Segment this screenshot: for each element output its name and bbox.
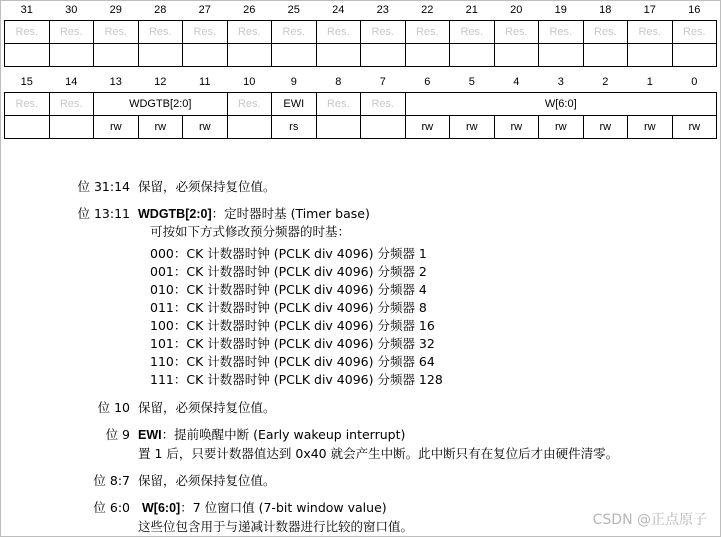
bit-number: 9 [290, 76, 297, 88]
wdgtb-field: WDGTB[2:0] [94, 93, 228, 116]
option-item: 111：CK 计数器时钟 (PCLK div 4096) 分频器 128 [150, 372, 443, 387]
access-cell [405, 44, 450, 67]
access-cell [450, 44, 495, 67]
access-cell: rw [539, 116, 584, 139]
reserved-field: Res. [227, 93, 272, 116]
reserved-field: Res. [316, 93, 361, 116]
reserved-field: Res. [227, 21, 272, 44]
bit-number: 11 [199, 76, 211, 88]
access-cell [361, 44, 406, 67]
bit-number: 26 [243, 4, 256, 16]
field-title: ：提前唤醒中断 (Early wakeup interrupt) [161, 427, 406, 442]
access-cell [316, 44, 361, 67]
access-cell [94, 44, 139, 67]
bit-number: 20 [510, 4, 523, 16]
bit-number: 22 [421, 4, 434, 16]
bit-number: 10 [243, 76, 256, 88]
access-cell: rw [672, 116, 717, 139]
reserved-field: Res. [539, 21, 584, 44]
bit-number: 16 [688, 4, 701, 16]
reserved-field: Res. [183, 21, 228, 44]
option-item: 001：CK 计数器时钟 (PCLK div 4096) 分频器 2 [150, 264, 427, 279]
option-item: 101：CK 计数器时钟 (PCLK div 4096) 分频器 32 [150, 336, 435, 351]
option-item: 110：CK 计数器时钟 (PCLK div 4096) 分频器 64 [150, 354, 435, 369]
bit-position: 位 8:7 [93, 473, 130, 488]
reserved-field: Res. [361, 21, 406, 44]
field-name: EWI [138, 428, 162, 442]
field-intro: 可按如下方式修改预分频器的时基： [150, 224, 351, 239]
access-cell: rw [138, 116, 183, 139]
bit-number: 5 [468, 76, 475, 88]
access-cell [539, 44, 584, 67]
bit-number: 23 [376, 4, 389, 16]
access-cell [494, 44, 539, 67]
bit-number: 18 [599, 4, 612, 16]
reserved-field: Res. [316, 21, 361, 44]
bit-number: 6 [424, 76, 431, 88]
bit-number: 15 [20, 76, 33, 88]
option-item: 010：CK 计数器时钟 (PCLK div 4096) 分频器 4 [150, 282, 427, 297]
access-cell [628, 44, 673, 67]
bit-number: 24 [332, 4, 345, 16]
access-cell [5, 44, 50, 67]
access-cell: rw [450, 116, 495, 139]
bit-number: 14 [65, 76, 78, 88]
access-cell: rw [494, 116, 539, 139]
bit-number: 31 [20, 4, 33, 16]
option-item: 000：CK 计数器时钟 (PCLK div 4096) 分频器 1 [150, 246, 427, 261]
bit-number: 17 [643, 4, 656, 16]
bit-number: 27 [198, 4, 211, 16]
access-cell [672, 44, 717, 67]
bit-number: 29 [109, 4, 122, 16]
reserved-field: Res. [5, 93, 50, 116]
bit-number: 4 [513, 76, 520, 88]
reserved-field: Res. [450, 21, 495, 44]
access-cell [49, 44, 94, 67]
reserved-field: Res. [272, 21, 317, 44]
access-cell: rw [405, 116, 450, 139]
reserved-field: Res. [494, 21, 539, 44]
bit-number: 25 [287, 4, 300, 16]
access-cell: rw [183, 116, 228, 139]
bit-number: 12 [154, 76, 167, 88]
field-detail: 这些位包含用于与递减计数器进行比较的窗口值。 [138, 519, 414, 534]
bit-number: 7 [379, 76, 386, 88]
watermark: CSDN @正点原子 [592, 512, 707, 528]
desc-text: 保留，必须保持复位值。 [138, 473, 276, 488]
field-name: W[6:0] [142, 501, 181, 515]
w-field: W[6:0] [405, 93, 717, 116]
register-table-high [4, 0, 717, 67]
access-cell [227, 44, 272, 67]
reserved-field: Res. [361, 93, 406, 116]
access-cell: rw [94, 116, 139, 139]
bit-number: 19 [554, 4, 567, 16]
desc-text: 保留，必须保持复位值。 [138, 400, 276, 415]
option-item: 011：CK 计数器时钟 (PCLK div 4096) 分频器 8 [150, 300, 427, 315]
access-cell [272, 44, 317, 67]
bit-number: 30 [65, 4, 78, 16]
reserved-field: Res. [405, 21, 450, 44]
access-cell [227, 116, 272, 139]
reserved-field: Res. [672, 21, 717, 44]
reserved-field: Res. [628, 21, 673, 44]
bit-number: 8 [335, 76, 342, 88]
field-title: ：定时器时基 (Timer base) [211, 206, 370, 221]
reserved-field: Res. [5, 21, 50, 44]
access-cell: rs [272, 116, 317, 139]
access-cell [361, 116, 406, 139]
ewi-field: EWI [272, 93, 317, 116]
reserved-field: Res. [94, 21, 139, 44]
bit-number: 3 [557, 76, 564, 88]
field-detail: 置 1 后，只要计数器值达到 0x40 就会产生中断。此中断只有在复位后才由硬件清零。 [138, 446, 619, 461]
option-item: 100：CK 计数器时钟 (PCLK div 4096) 分频器 16 [150, 318, 435, 333]
register-table-low [4, 72, 717, 139]
field-name: WDGTB[2:0] [138, 207, 212, 221]
access-cell [5, 116, 50, 139]
field-title: ：7 位窗口值 (7-bit window value) [180, 500, 387, 515]
bit-number: 13 [109, 76, 122, 88]
bit-number: 0 [691, 76, 698, 88]
bit-number: 1 [646, 76, 653, 88]
access-cell [49, 116, 94, 139]
bit-number: 28 [154, 4, 167, 16]
reserved-field: Res. [49, 21, 94, 44]
bit-position: 位 9 [105, 427, 130, 442]
bit-position: 位 13:11 [77, 206, 130, 221]
reserved-field: Res. [49, 93, 94, 116]
access-cell [316, 116, 361, 139]
bit-number: 2 [602, 76, 609, 88]
access-cell [138, 44, 183, 67]
access-cell [583, 44, 628, 67]
bit-position: 位 10 [97, 400, 130, 415]
reserved-field: Res. [583, 21, 628, 44]
access-cell: rw [583, 116, 628, 139]
access-cell: rw [628, 116, 673, 139]
desc-text: 保留，必须保持复位值。 [138, 179, 276, 194]
bit-position: 位 31:14 [77, 179, 130, 194]
bit-position: 位 6:0 [93, 500, 130, 515]
bit-number: 21 [465, 4, 478, 16]
access-cell [183, 44, 228, 67]
reserved-field: Res. [138, 21, 183, 44]
